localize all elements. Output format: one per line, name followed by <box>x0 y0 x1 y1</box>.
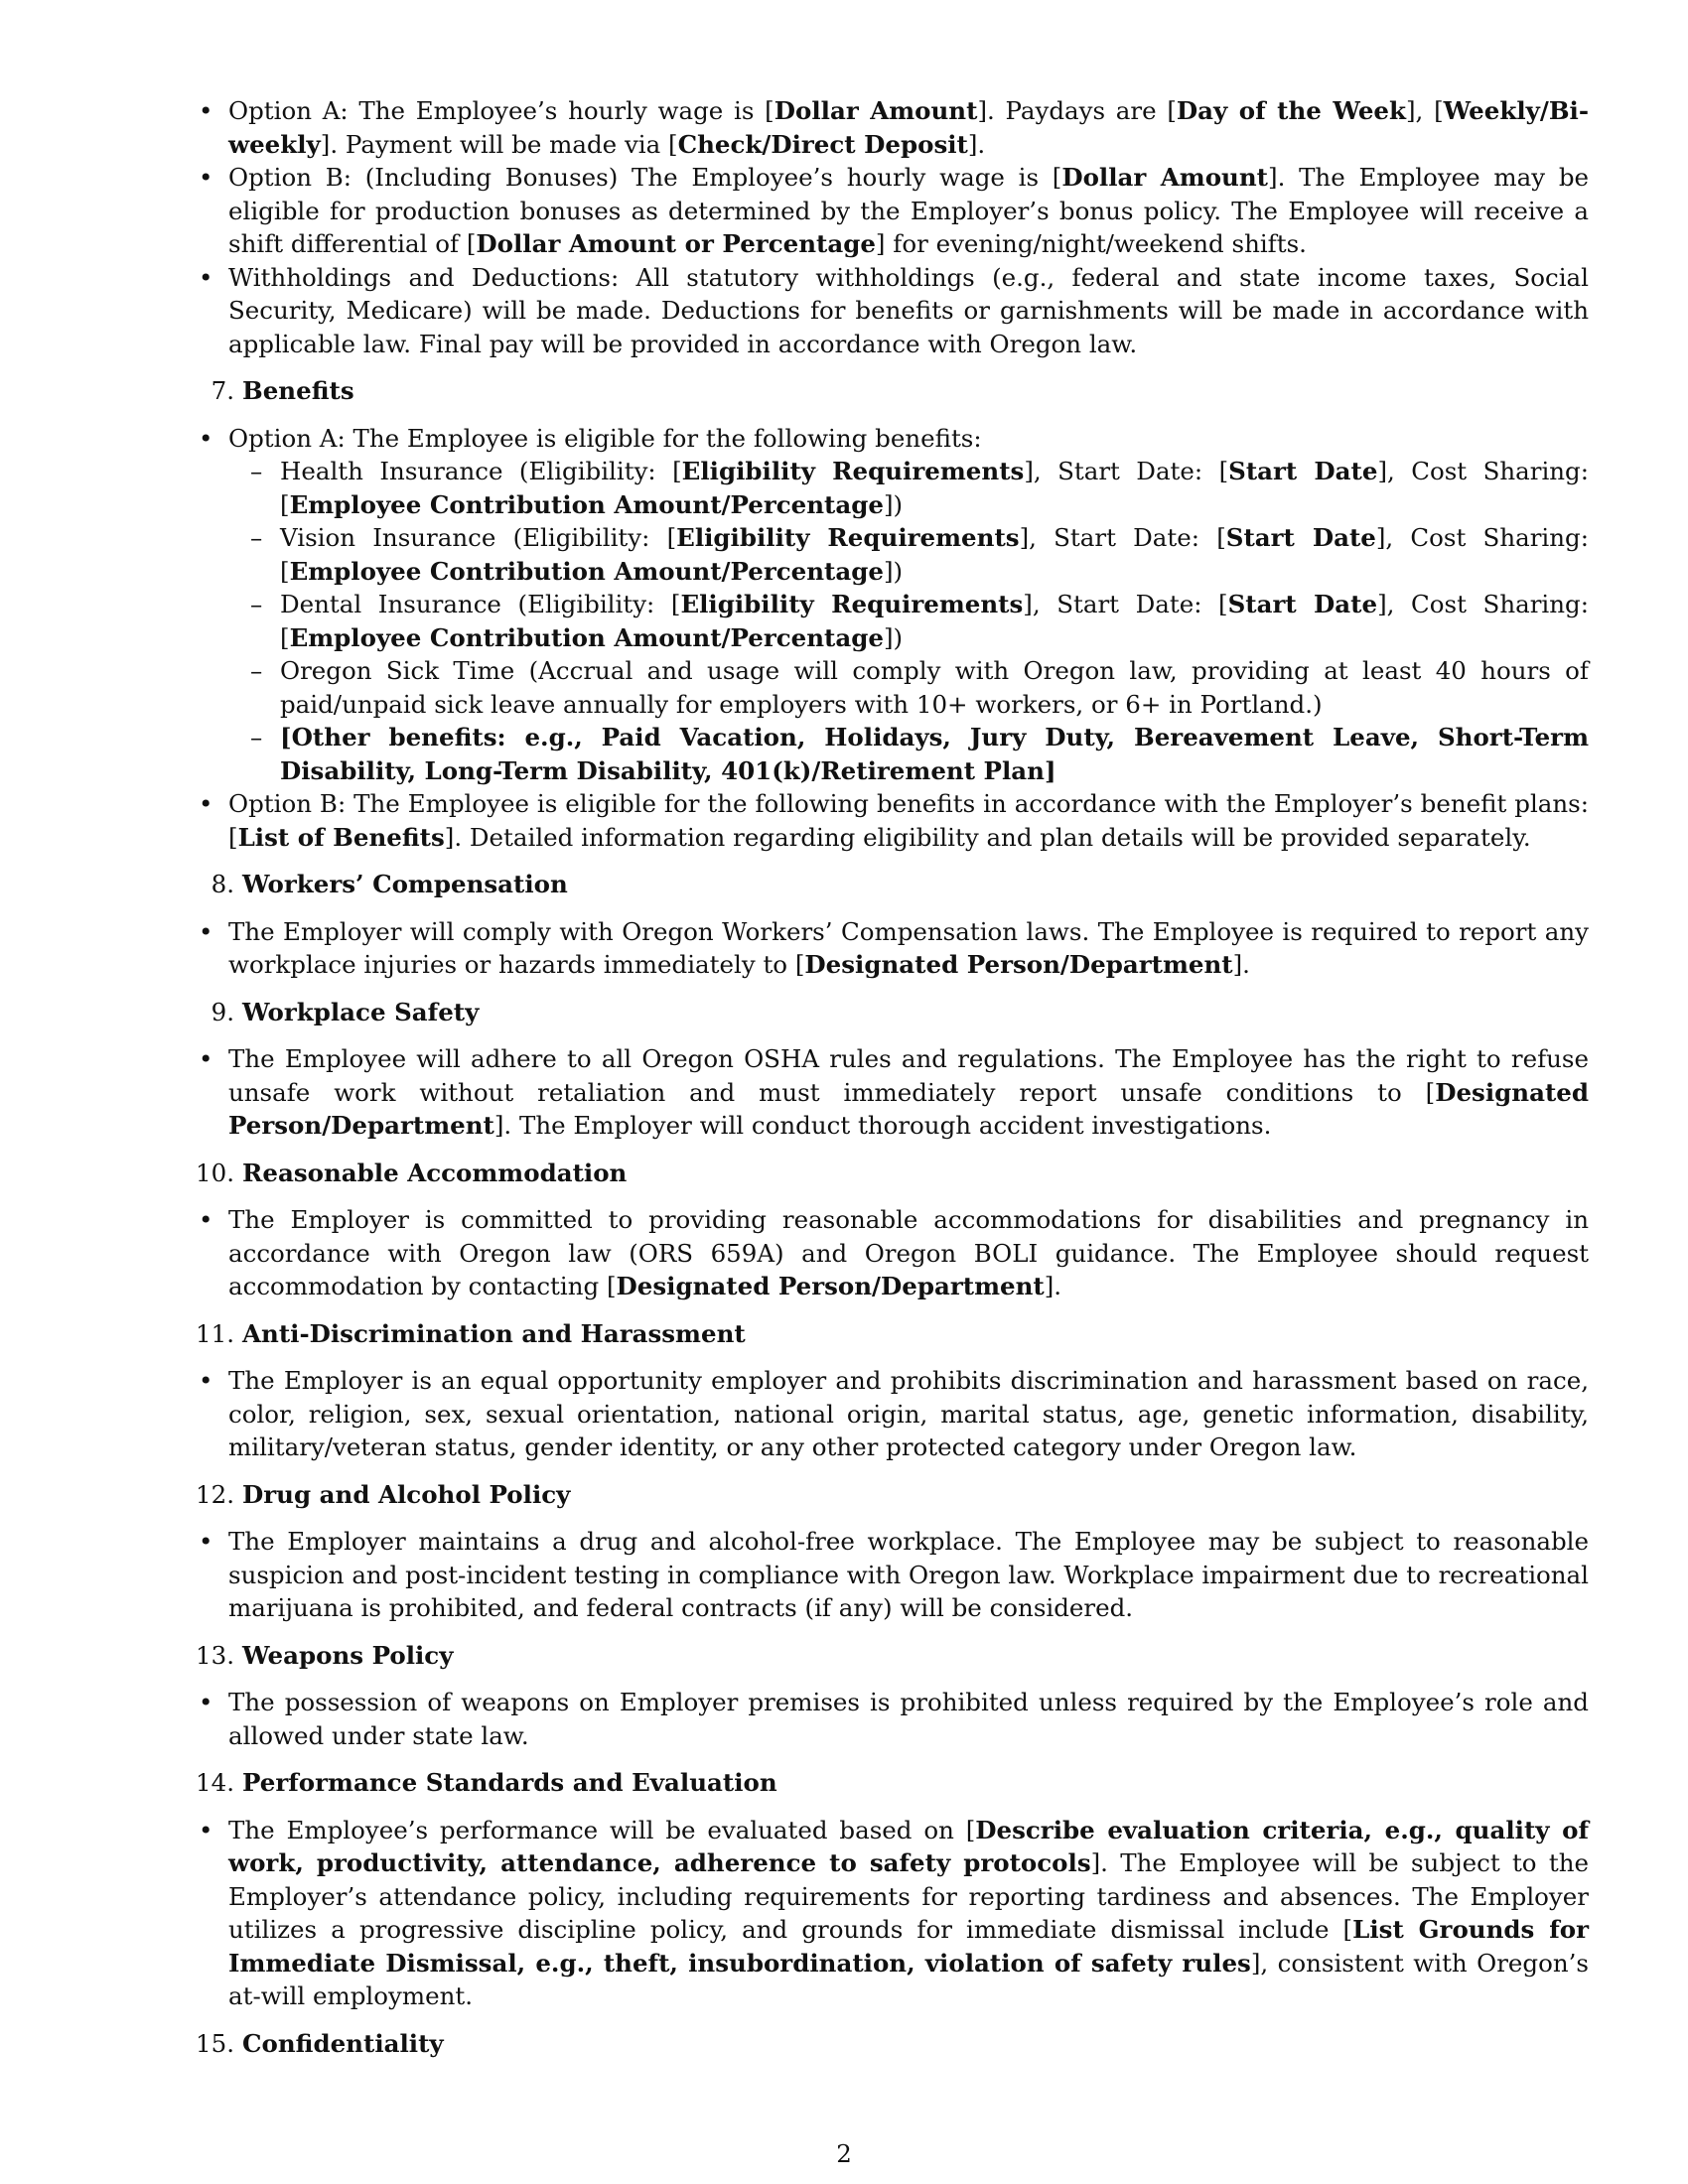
placeholder-field: Weekly/Bi-weekly <box>228 96 1589 159</box>
section-heading <box>167 868 1589 901</box>
text-segment: Withholdings and Deductions: All statutory withholdings (e.g., federal and state income taxes, Social Security, Medicare) will be made. Deductions for benefits or garnishments will be made in accordance with applicable law. Final pay will be provided in accordance with Oregon law. <box>228 262 1589 358</box>
section-title: Workers’ Compensation <box>242 870 568 898</box>
text-segment: Health Insurance (Eligibility: [ <box>280 457 682 485</box>
text-segment: The Employer is an equal opportunity employer and prohibits discrimination and harassment based on race, color, religion, sex, sexual orientation, national origin, marital status, age, genetic information, disability, military/veteran status, gender identity, or any other protected category under Oregon law. <box>228 1366 1589 1461</box>
section-number: 8. <box>211 870 234 898</box>
text-segment: The Employee will adhere to all Oregon OSHA rules and regulations. The Employee has the right to refuse unsafe work without retaliation and must immediately report unsafe conditions to [ <box>228 1044 1589 1107</box>
section-number: 11. <box>196 1318 234 1348</box>
text-segment: ]. Payment will be made via [ <box>320 129 678 159</box>
text-segment: The Employer is committed to providing reasonable accommodations for disabilities and pregnancy in accordance with Oregon law (ORS 659A) and Oregon BOLI guidance. The Employee should request accommodation by contacting [ <box>228 1205 1589 1300</box>
section-anti-discrimination-and-harassment <box>167 1317 1589 1464</box>
placeholder-field: List of Benefits <box>237 822 445 852</box>
compensation-bullets <box>167 94 1589 360</box>
section-title: Reasonable Accommodation <box>242 1158 628 1187</box>
section-heading <box>167 1766 1589 1800</box>
section-drug-and-alcohol-policy <box>167 1478 1589 1625</box>
section-workplace-safety <box>167 996 1589 1143</box>
section-bullets <box>167 1686 1589 1752</box>
placeholder-field: Day of the Week <box>1176 96 1406 125</box>
text-segment: ]. <box>1232 950 1250 979</box>
section-heading <box>167 1157 1589 1190</box>
list-item <box>167 1525 1589 1625</box>
placeholder-field: Dollar Amount <box>1061 163 1269 192</box>
section-number: 15. <box>196 2028 234 2058</box>
text-segment: ]. The Employee will be subject to the Employer’s attendance policy, including requirements for reporting tardiness and absences. The Employer utilizes a progressive discipline policy, and grounds for immediate dismissal include [ <box>228 1848 1589 1944</box>
section-bullets <box>167 1814 1589 2013</box>
text-segment: ]. <box>1044 1272 1062 1300</box>
text-segment: ], [ <box>1406 96 1444 125</box>
placeholder-field: Employee Contribution Amount/Percentage <box>289 489 884 519</box>
list-item <box>167 1814 1589 2013</box>
section-number: 13. <box>196 1640 234 1670</box>
text-segment: The Employer maintains a drug and alcohol-free workplace. The Employee may be subject to reasonable suspicion and post-incident testing in compliance with Oregon law. Workplace impairment due to recreational marijuana is prohibited, and federal contracts (if any) will be considered. <box>228 1527 1589 1622</box>
section-title: Workplace Safety <box>242 997 480 1026</box>
text-segment: Option B: (Including Bonuses) The Employee’s hourly wage is [ <box>228 163 1062 192</box>
section-bullets <box>167 422 1589 855</box>
document-body <box>167 94 1589 2074</box>
section-title: Anti-Discrimination and Harassment <box>242 1318 746 1348</box>
text-segment: ]. <box>967 129 986 159</box>
section-bullets <box>167 1364 1589 1464</box>
list-item <box>167 787 1589 854</box>
placeholder-field: Designated Person/Department <box>616 1272 1045 1300</box>
placeholder-field: Employee Contribution Amount/Percentage <box>289 622 884 652</box>
list-item <box>167 94 1589 161</box>
text-segment: The possession of weapons on Employer premises is prohibited unless required by the Employee’s role and allowed under state law. <box>228 1688 1589 1750</box>
page-number: 2 <box>836 2139 852 2168</box>
section-benefits <box>167 374 1589 854</box>
section-confidentiality <box>167 2027 1589 2061</box>
text-segment: The Employer will comply with Oregon Workers’ Compensation laws. The Employee is required to report any workplace injuries or hazards immediately to [ <box>228 916 1589 979</box>
list-item <box>167 261 1589 361</box>
text-segment: ]. The Employee may be eligible for production bonuses as determined by the Employer’s bonus policy. The Employee will receive a shift differential of [ <box>228 163 1590 258</box>
section-heading <box>167 1639 1589 1673</box>
text-segment: ] for evening/night/weekend shifts. <box>875 229 1307 258</box>
text-segment: Option B: The Employee is eligible for the following benefits in accordance with the Employer’s benefit plans: [ <box>228 789 1589 852</box>
section-title: Weapons Policy <box>242 1640 454 1670</box>
text-segment: ]) <box>883 556 904 586</box>
text-segment: ]. The Employer will conduct thorough accident investigations. <box>493 1111 1272 1140</box>
section-number: 9. <box>211 997 234 1026</box>
list-item <box>167 1042 1589 1143</box>
placeholder-field: Eligibility Requirements <box>680 590 1024 618</box>
section-number: 7. <box>211 376 234 405</box>
section-number: 12. <box>196 1479 234 1509</box>
placeholder-field: Eligibility Requirements <box>676 523 1020 552</box>
text-segment: ]. Paydays are [ <box>977 96 1177 125</box>
sub-list-item <box>228 521 1589 588</box>
sections-list <box>167 374 1589 2060</box>
text-segment: ]. Detailed information regarding eligibility and plan details will be provided separately. <box>444 822 1531 852</box>
placeholder-field: Check/Direct Deposit <box>677 129 968 159</box>
text-segment: ], Cost Sharing: [ <box>280 457 1589 519</box>
section-bullets <box>167 1203 1589 1303</box>
text-segment: ], Cost Sharing: [ <box>280 523 1589 586</box>
section-title: Benefits <box>242 376 354 405</box>
placeholder-field: Start Date <box>1225 523 1376 552</box>
list-item <box>167 161 1589 261</box>
section-heading <box>167 2027 1589 2061</box>
text-segment: ], Start Date: [ <box>1023 590 1228 618</box>
placeholder-field: Start Date <box>1227 590 1378 618</box>
section-title: Confidentiality <box>242 2028 444 2058</box>
sub-list <box>167 455 1589 787</box>
text-segment: ]) <box>883 622 904 652</box>
section-workers-compensation <box>167 868 1589 982</box>
placeholder-field: [Other benefits: e.g., Paid Vacation, Holidays, Jury Duty, Bereavement Leave, Short-Term Disability, Long-Term Disability, 401(k)/Retirement Plan] <box>280 723 1589 785</box>
section-number: 14. <box>196 1768 234 1797</box>
section-reasonable-accommodation <box>167 1157 1589 1303</box>
section-number: 10. <box>196 1158 234 1187</box>
sub-list-item <box>228 455 1589 521</box>
text-segment: ], Start Date: [ <box>1024 457 1229 485</box>
placeholder-field: Dollar Amount <box>774 96 978 125</box>
placeholder-field: Designated Person/Department <box>804 950 1233 979</box>
section-performance-standards-and-evaluation <box>167 1766 1589 2013</box>
text-segment: ], Start Date: [ <box>1019 523 1226 552</box>
sub-list-item <box>228 588 1589 654</box>
section-heading <box>167 996 1589 1029</box>
text-segment: Oregon Sick Time (Accrual and usage will comply with Oregon law, providing at least 40 hours of paid/unpaid sick leave annually for employers with 10+ workers, or 6+ in Portland.) <box>280 656 1589 719</box>
list-item <box>167 915 1589 982</box>
sub-list-item <box>228 654 1589 721</box>
section-title: Performance Standards and Evaluation <box>242 1768 777 1797</box>
text-segment: ], Cost Sharing: [ <box>280 590 1589 652</box>
placeholder-field: Designated Person/Department <box>228 1077 1589 1140</box>
text-segment: Dental Insurance (Eligibility: [ <box>280 590 681 618</box>
text-segment: Option A: The Employee’s hourly wage is [ <box>228 96 774 125</box>
section-heading <box>167 374 1589 408</box>
placeholder-field: Dollar Amount or Percentage <box>476 229 876 258</box>
text-segment: The Employee’s performance will be evaluated based on [ <box>228 1815 976 1844</box>
section-title: Drug and Alcohol Policy <box>242 1479 571 1509</box>
placeholder-field: List Grounds for Immediate Dismissal, e.g., theft, insubordination, violation of safety rules <box>228 1915 1589 1978</box>
placeholder-field: Start Date <box>1228 457 1378 485</box>
section-weapons-policy <box>167 1639 1589 1753</box>
placeholder-field: Describe evaluation criteria, e.g., quality of work, productivity, attendance, adherence to safety protocols <box>228 1815 1589 1877</box>
list-item <box>167 422 1589 456</box>
text-segment: Vision Insurance (Eligibility: [ <box>280 523 677 552</box>
placeholder-field: Eligibility Requirements <box>681 457 1025 485</box>
section-bullets <box>167 1525 1589 1625</box>
list-item <box>167 1364 1589 1464</box>
section-heading <box>167 1317 1589 1351</box>
sub-list-item <box>228 721 1589 787</box>
section-heading <box>167 1478 1589 1512</box>
text-segment: ], consistent with Oregon’s at-will employment. <box>228 1948 1589 2010</box>
text-segment: ]) <box>883 489 904 519</box>
section-bullets <box>167 1042 1589 1143</box>
list-item <box>167 1203 1589 1303</box>
section-bullets <box>167 915 1589 982</box>
placeholder-field: Employee Contribution Amount/Percentage <box>289 556 884 586</box>
text-segment: Option A: The Employee is eligible for the following benefits: <box>228 423 982 453</box>
list-item <box>167 1686 1589 1752</box>
